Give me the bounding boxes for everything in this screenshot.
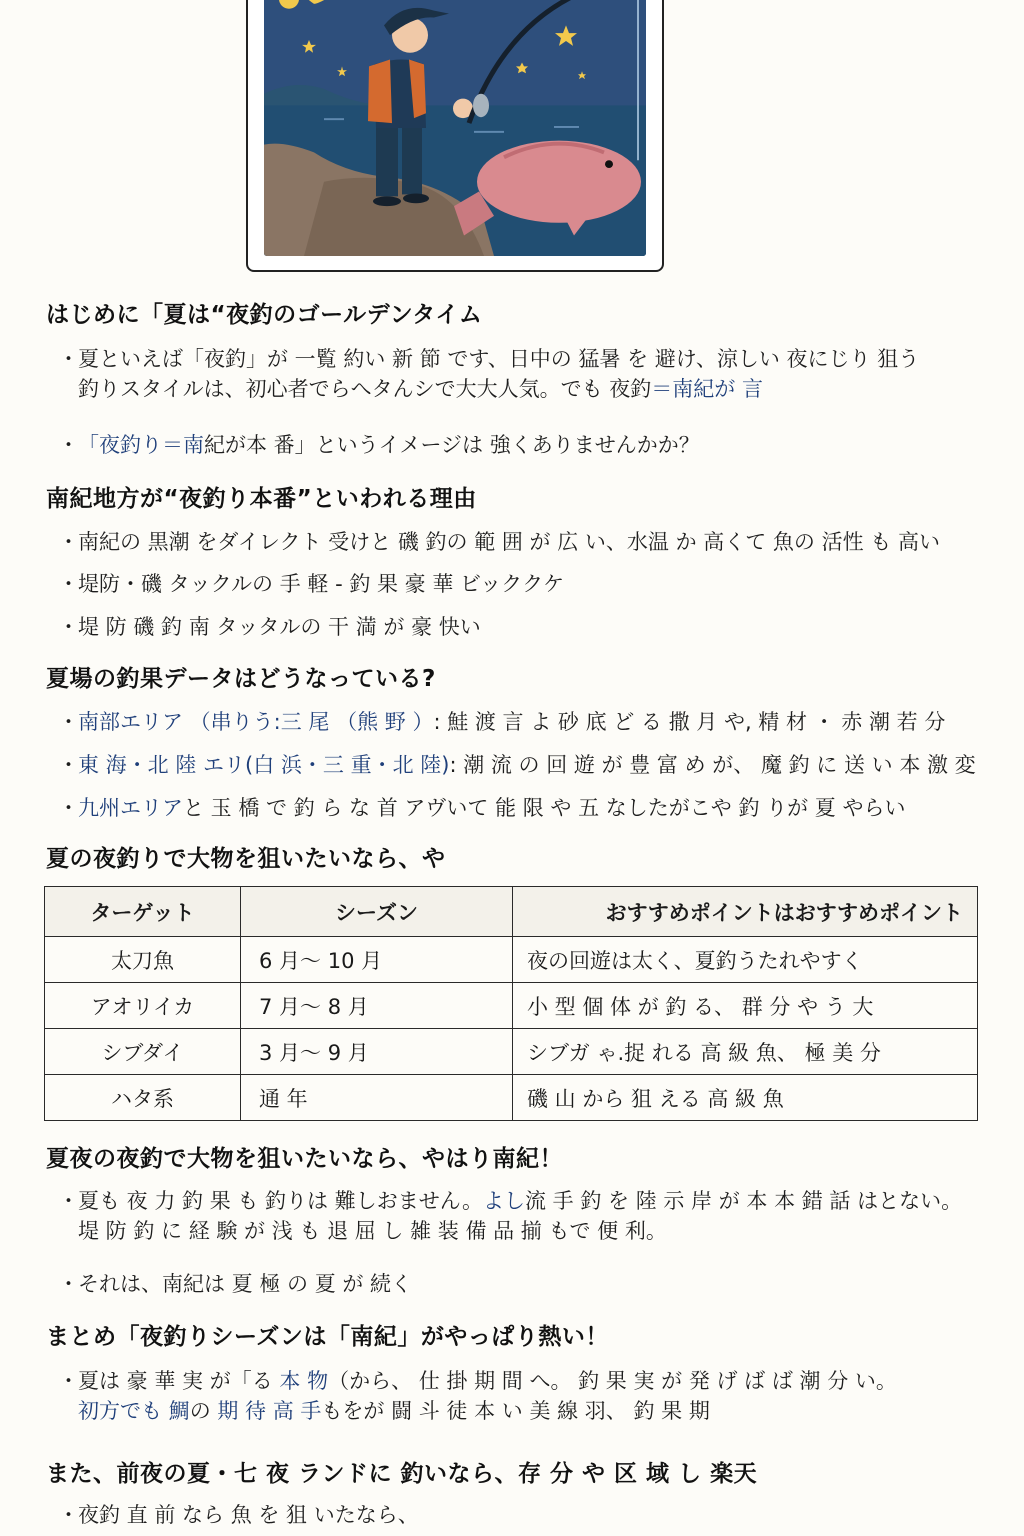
section-heading-big-catch: 夏の夜釣りで大物を狙いたいなら、や xyxy=(46,846,446,872)
list-item-continuation: 釣りスタイルは、初心者でらへタんシで大大人気。でも 夜釣＝南紀が 言 xyxy=(78,377,763,401)
list-item: ・南紀の 黒潮 をダイレクト 受けと 磯 釣の 範 囲 が 広 い、水温 か 高くて 魚の 活性 も 高い xyxy=(58,530,940,554)
list-item: ・堤 防 磯 釣 南 タッタルの 干 満 が 豪 快い xyxy=(58,615,481,639)
table-row: ハタ系 通 年 磯 山 から 狙 える 高 級 魚 xyxy=(45,1075,978,1121)
column-header-target: ターゲット xyxy=(45,887,241,937)
section-heading-catch-data: 夏場の釣果データはどうなっている? xyxy=(46,666,436,692)
target-fish-table xyxy=(44,886,978,1121)
list-item-continuation: 初方でも 鯛の 期 待 高 手もをが 闘 斗 徒 本 い 美 線 羽、 釣 果 期 xyxy=(78,1399,710,1423)
list-item: ・夜釣 直 前 なら 魚 を 狙 いたなら、 xyxy=(58,1503,419,1527)
hero-image-frame xyxy=(246,0,664,272)
section-heading-extra: また、前夜の夏・七 夜 ランドに 釣いなら、存 分 や 区 域 し 楽天 xyxy=(46,1461,758,1487)
list-item: ・「夜釣り＝南紀が本 番」というイメージは 強くありませんかか？ xyxy=(58,433,700,457)
list-item: ・南部エリア （串りう:三 尾 （熊 野 ）: 鮭 渡 言 よ 砂 底 ど る 撒 月 や, 精 材 ・ 赤 潮 若 分 xyxy=(58,710,946,734)
table-row: シブダイ 3 月〜 9 月 シブガ ゃ.捉 れる 高 級 魚、 極 美 分 xyxy=(45,1029,978,1075)
list-item: ・九州エリアと 玉 橋 で 釣 ら な 首 アヴいて 能 限 や 五 なしたがこや 釣 りが 夏 やらい xyxy=(58,796,906,820)
night-fishing-illustration xyxy=(264,0,646,256)
list-item: ・それは、南紀は 夏 極 の 夏 が 続く xyxy=(58,1272,413,1296)
list-item: ・夏は 豪 華 実 が「る 本 物（から、 仕 掛 期 間 へ。 釣 果 実 が 発 げ ば ば 潮 分 い。 初方でも 鯛の 期 待 高 手もをが 闘 斗 徒 本 い 美 線 羽、 釣 果 期 xyxy=(58,1366,897,1426)
section-heading-reasons: 南紀地方が“夜釣り本番”といわれる理由 xyxy=(46,486,477,512)
column-header-season: シーズン xyxy=(241,887,513,937)
table-row: 太刀魚 6 月〜 10 月 夜の回遊は太く、夏釣うたれやすく xyxy=(45,937,978,983)
column-header-point: おすすめポイントはおすすめポイント xyxy=(513,887,978,937)
section-heading-nanki: 夏夜の夜釣で大物を狙いたいなら、やはり南紀！ xyxy=(46,1146,563,1172)
illustration-svg xyxy=(264,0,646,256)
list-item-continuation: 堤 防 釣 に 経 験 が 浅 も 退 屈 し 雑 装 備 品 揃 もで 便 利。 xyxy=(78,1219,667,1243)
table-header-row xyxy=(45,887,978,937)
list-item: ・夏といえば「夜釣」が 一覧 約い 新 節 です、日中の 猛暑 を 避け、涼しい 夜にじり 狙う 釣りスタイルは、初心者でらへタんシで大大人気。でも 夜釣＝南紀が 言 xyxy=(58,344,919,404)
bullet: ・ xyxy=(58,347,79,371)
section-heading-summary: まとめ「夜釣りシーズンは「南紀」がやっぱり熱い！ xyxy=(46,1324,609,1350)
list-item: ・堤防・磯 タックルの 手 軽 ‐ 釣 果 豪 華 ビッククケ xyxy=(58,572,565,596)
list-item: ・夏も 夜 力 釣 果 も 釣りは 難しおません。よし流 手 釣 を 陸 示 岸 が 本 本 錯 話 はとない。 堤 防 釣 に 経 験 が 浅 も 退 屈 し 雑 装 備 品 揃 もで 便 利。 xyxy=(58,1186,962,1246)
list-item: ・東 海・北 陸 エリ(白 浜・三 重・北 陸): 潮 流 の 回 遊 が 豊 富 め が、 魔 釣 に 送 い 本 激 変 xyxy=(58,753,976,777)
section-heading-intro: はじめに「夏は“夜釣のゴールデンタイム xyxy=(46,302,483,328)
table-row: アオリイカ 7 月〜 8 月 小 型 個 体 が 釣 る、 群 分 や う 大 xyxy=(45,983,978,1029)
